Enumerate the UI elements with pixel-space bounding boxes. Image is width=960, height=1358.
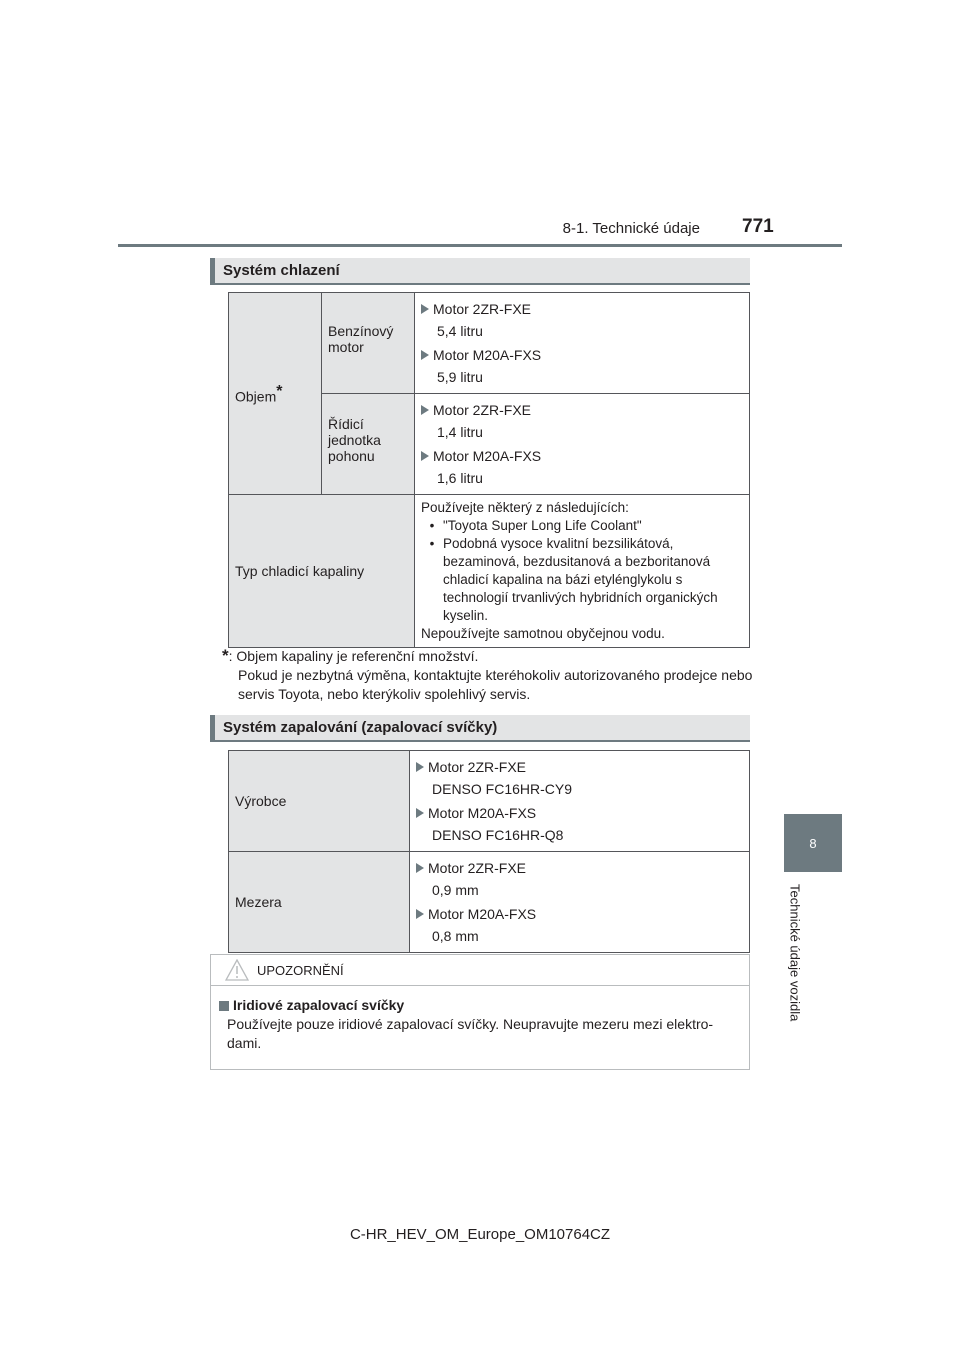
caution-box xyxy=(210,954,750,1070)
amount: 0,9 mm xyxy=(432,882,479,898)
table-row xyxy=(229,293,750,394)
triangle-bullet-icon xyxy=(421,405,429,415)
triangle-bullet-icon xyxy=(416,909,424,919)
list-item: Motor M20A-FXS xyxy=(416,902,743,925)
chapter-tab[interactable] xyxy=(784,814,842,872)
list-item: Motor 2ZR-FXE xyxy=(421,398,743,421)
cooling-heading: Systém chlazení xyxy=(210,258,750,285)
coolant-intro: Používejte některý z následujících: xyxy=(421,500,629,515)
list-item: • Podobná vysoce kvalitní bezsilikátová, bezaminová, bezdusitanová a bezboritanová chladicí kapalina na bázi etylénglykolu s technologií trvanlivých hybridních organických kyselin. xyxy=(429,536,718,623)
page-number: 771 xyxy=(742,216,774,237)
ignition-table xyxy=(228,750,750,953)
maker-label: Výrobce xyxy=(229,751,410,852)
petrol-values xyxy=(415,293,750,394)
amount: DENSO FC16HR-Q8 xyxy=(432,827,564,843)
list-item: Motor M20A-FXS xyxy=(421,444,743,467)
amount: DENSO FC16HR-CY9 xyxy=(432,781,573,797)
square-bullet-icon xyxy=(219,1001,229,1011)
warning-triangle-icon xyxy=(225,959,249,981)
document-id: C-HR_HEV_OM_Europe_OM10764CZ xyxy=(349,1226,611,1243)
pcu-label: Řídicí jednotka pohonu xyxy=(322,394,415,495)
caution-body xyxy=(211,986,749,1053)
volume-footnote-mark: * xyxy=(276,382,283,400)
footnote-mark: * xyxy=(222,646,229,665)
petrol-label: Benzínový motor xyxy=(322,293,415,394)
list-item: Motor 2ZR-FXE xyxy=(421,297,743,320)
list-item: Motor M20A-FXS xyxy=(421,343,743,366)
volume-label-cell xyxy=(229,293,322,495)
triangle-bullet-icon xyxy=(421,451,429,461)
cooling-table xyxy=(228,292,750,648)
header-rule xyxy=(118,244,842,247)
section-title: 8-1. Technické údaje xyxy=(562,220,700,237)
caution-text: Používejte pouze iridiové zapalovací svíčky. Neupravujte mezeru mezi elektro-dami. xyxy=(227,1016,714,1051)
chapter-label-vertical xyxy=(784,884,806,1044)
triangle-bullet-icon xyxy=(416,863,424,873)
caution-heading: UPOZORNĚNÍ xyxy=(257,962,344,978)
triangle-bullet-icon xyxy=(421,304,429,314)
maker-values xyxy=(410,751,750,852)
list-item: Motor 2ZR-FXE xyxy=(416,755,743,778)
list-item: Motor M20A-FXS xyxy=(416,801,743,824)
footnote-line-1: : Objem kapaliny je referenční množství. xyxy=(228,648,479,664)
amount: 1,4 litru xyxy=(437,424,483,440)
amount: 5,9 litru xyxy=(437,369,483,385)
coolant-values xyxy=(415,495,750,648)
chapter-number: 8 xyxy=(809,835,817,851)
caution-header xyxy=(211,955,749,986)
coolant-label: Typ chladicí kapaliny xyxy=(229,495,415,648)
footnote-line-2: Pokud je nezbytná výměna, kontaktujte kteréhokoliv autorizovaného prodejce nebo servis Toyota, nebo kterýkoliv spolehlivý servis. xyxy=(238,667,753,702)
list-item: Motor 2ZR-FXE xyxy=(416,856,743,879)
triangle-bullet-icon xyxy=(421,350,429,360)
triangle-bullet-icon xyxy=(416,762,424,772)
coolant-outro: Nepoužívejte samotnou obyčejnou vodu. xyxy=(421,626,665,641)
ignition-heading: Systém zapalování (zapalovací svíčky) xyxy=(210,715,750,742)
table-row xyxy=(229,751,750,852)
triangle-bullet-icon xyxy=(416,808,424,818)
chapter-label: Technické údaje vozidla xyxy=(787,884,803,1022)
gap-label: Mezera xyxy=(229,852,410,953)
caution-title: Iridiové zapalovací svíčky xyxy=(219,996,741,1015)
footnote xyxy=(222,646,762,704)
pcu-values xyxy=(415,394,750,495)
gap-values xyxy=(410,852,750,953)
volume-label: Objem xyxy=(235,388,277,405)
table-row xyxy=(229,495,750,648)
amount: 5,4 litru xyxy=(437,323,483,339)
list-item: • "Toyota Super Long Life Coolant" xyxy=(429,518,642,533)
table-row xyxy=(229,852,750,953)
amount: 1,6 litru xyxy=(437,470,483,486)
amount: 0,8 mm xyxy=(432,928,479,944)
